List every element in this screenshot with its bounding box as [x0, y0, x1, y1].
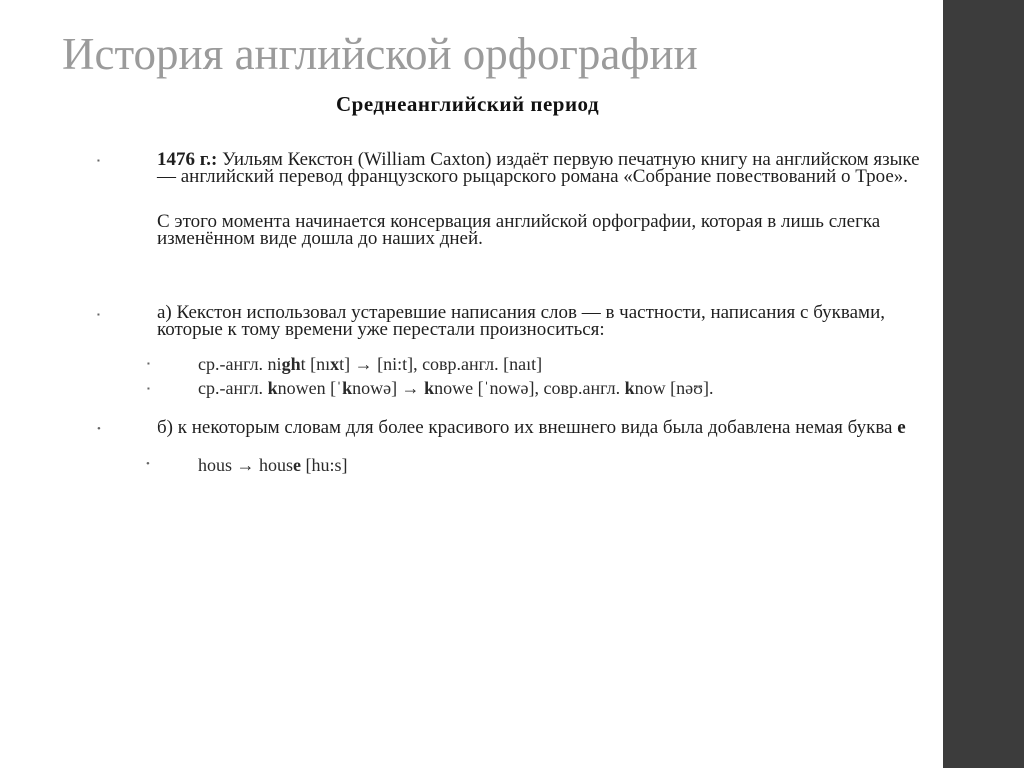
- example-text: nowen [ˈ: [277, 378, 343, 398]
- silent-letter: e: [897, 417, 906, 438]
- example-text: ср.-англ. ni: [198, 354, 282, 374]
- example-know: [198, 378, 898, 399]
- example-text: [hu:s]: [301, 455, 348, 475]
- example-bold: e: [293, 455, 302, 475]
- example-bold: k: [624, 378, 635, 398]
- example-night: [198, 354, 898, 375]
- slide-title: История английской орфографии: [62, 29, 698, 79]
- section-subtitle: Среднеанглийский период: [336, 92, 600, 116]
- example-text: t [nı: [300, 354, 331, 374]
- year-label: 1476 г.:: [157, 149, 218, 170]
- example-bold: k: [424, 378, 435, 398]
- example-bold: x: [330, 354, 340, 374]
- paragraph-silent-e: [157, 419, 927, 436]
- example-bold: gh: [281, 354, 301, 374]
- caxton-text: Уильям Кекстон (William Caxton) издаёт первую печатную книгу на английском языке — английский перевод французского рыцарского романа «Собрание повествований о Трое».: [157, 149, 920, 187]
- example-text: t] → [ni:t], совр.англ. [naıt]: [339, 354, 543, 374]
- example-text: ср.-англ.: [198, 378, 268, 398]
- example-bold: k: [342, 378, 353, 398]
- example-text: nowe [ˈnowə], совр.англ.: [434, 378, 625, 398]
- example-text: hous → hous: [198, 455, 294, 475]
- paragraph-caxton: [157, 151, 927, 185]
- slide-sidebar: [943, 0, 1024, 768]
- example-house: [198, 455, 898, 476]
- sub-bullet-marker: ▪: [147, 359, 150, 368]
- example-bold: k: [267, 378, 278, 398]
- paragraph-obsolete-spellings: а) Кекстон использовал устаревшие написания слов — в частности, написания с буквами, которые к тому времени уже перестали произноситься:: [157, 302, 886, 340]
- example-text: nowə] →: [352, 378, 425, 398]
- paragraph-conservation: С этого момента начинается консервация английской орфографии, которая в лишь слегка изменённом виде дошла до наших дней.: [157, 211, 881, 249]
- sub-bullet-marker: ▪: [147, 384, 150, 393]
- example-text: now [nəʊ].: [634, 378, 714, 398]
- bullet-marker: ▪: [97, 156, 100, 165]
- bullet-marker: ▪: [97, 310, 100, 319]
- bullet-marker: •: [97, 423, 101, 435]
- sub-bullet-marker: •: [146, 458, 150, 470]
- silent-e-text: б) к некоторым словам для более красивого их внешнего вида была добавлена немая буква: [157, 417, 898, 438]
